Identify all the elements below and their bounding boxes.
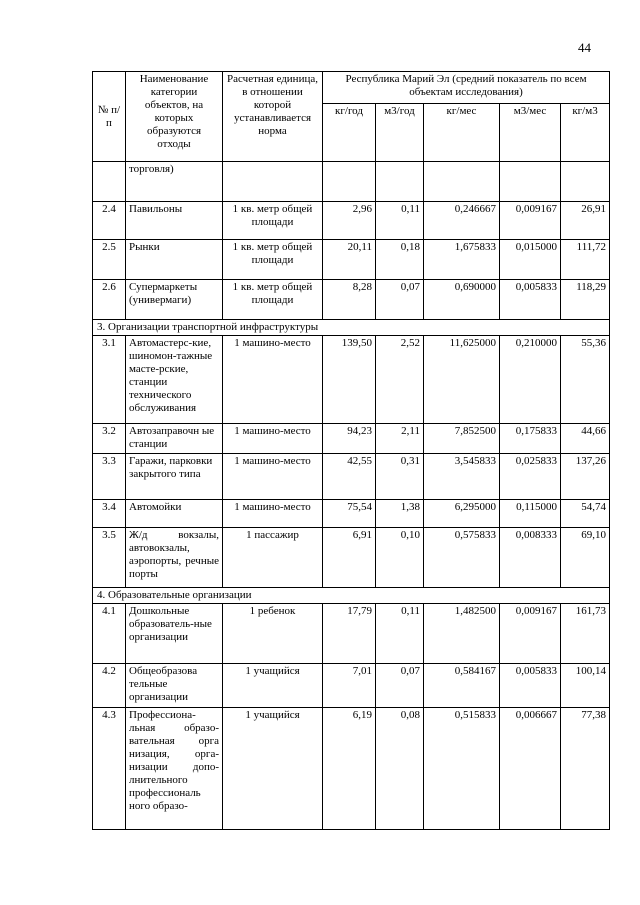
value-kg-month: 3,545833 xyxy=(424,454,500,500)
value-m3-year: 0,11 xyxy=(376,604,424,664)
value-m3-year: 0,31 xyxy=(376,454,424,500)
value-kg-m3: 111,72 xyxy=(561,240,610,280)
page-number: 44 xyxy=(578,40,591,55)
value-kg-m3: 26,91 xyxy=(561,202,610,240)
header-row-1 xyxy=(93,72,610,104)
value-m3-month: 0,005833 xyxy=(500,664,561,708)
value-kg-month: 0,584167 xyxy=(424,664,500,708)
header-unit: Расчетная единица, в отношении которой устанавливается норма xyxy=(223,72,323,162)
value-m3-month: 0,008333 xyxy=(500,528,561,588)
value-kg-year: 2,96 xyxy=(323,202,376,240)
row-name: Автозаправочн ые станции xyxy=(126,424,223,454)
value-m3-year: 0,18 xyxy=(376,240,424,280)
row-name: Супермаркеты (универмаги) xyxy=(126,280,223,320)
row-num: 2.5 xyxy=(93,240,126,280)
row-name: Рынки xyxy=(126,240,223,280)
table-row xyxy=(93,202,610,240)
table-row xyxy=(93,708,610,830)
table-row xyxy=(93,604,610,664)
section-title: 4. Образовательные организации xyxy=(93,588,610,604)
value-kg-year: 75,54 xyxy=(323,500,376,528)
value-kg-m3: 77,38 xyxy=(561,708,610,830)
value-m3-month: 0,005833 xyxy=(500,280,561,320)
row-unit: 1 учащийся xyxy=(223,664,323,708)
table-row xyxy=(93,424,610,454)
row-unit: 1 кв. метр общей площади xyxy=(223,240,323,280)
value-kg-month: 7,852500 xyxy=(424,424,500,454)
value-m3-year: 0,11 xyxy=(376,202,424,240)
table-row xyxy=(93,240,610,280)
value-m3-month: 0,210000 xyxy=(500,336,561,424)
row-num: 4.3 xyxy=(93,708,126,830)
value-m3-month: 0,015000 xyxy=(500,240,561,280)
value-m3-month: 0,115000 xyxy=(500,500,561,528)
table-row xyxy=(93,454,610,500)
value-kg-month: 0,575833 xyxy=(424,528,500,588)
table-row xyxy=(93,336,610,424)
row-name: Дошкольные образователь-ные организации xyxy=(126,604,223,664)
row-unit: 1 машино-место xyxy=(223,424,323,454)
value-kg-year: 17,79 xyxy=(323,604,376,664)
row-num: 3.1 xyxy=(93,336,126,424)
row-num: 3.5 xyxy=(93,528,126,588)
header-unit-kg-m3: кг/м3 xyxy=(561,104,610,162)
row-unit: 1 машино-место xyxy=(223,336,323,424)
row-unit: 1 кв. метр общей площади xyxy=(223,202,323,240)
value-kg-m3: 54,74 xyxy=(561,500,610,528)
value-kg-m3: 118,29 xyxy=(561,280,610,320)
value-kg-year: 6,19 xyxy=(323,708,376,830)
value-kg-month: 0,246667 xyxy=(424,202,500,240)
value-m3-month: 0,025833 xyxy=(500,454,561,500)
row-num: 2.4 xyxy=(93,202,126,240)
value-m3-year: 0,08 xyxy=(376,708,424,830)
row-name: Гаражи, парковки закрытого типа xyxy=(126,454,223,500)
row-unit: 1 машино-место xyxy=(223,500,323,528)
table-row xyxy=(93,280,610,320)
row-name: Общеобразова тельные организации xyxy=(126,664,223,708)
row-name: Автомойки xyxy=(126,500,223,528)
value-kg-month: 0,690000 xyxy=(424,280,500,320)
value-m3-year: 1,38 xyxy=(376,500,424,528)
table-row xyxy=(93,162,610,202)
section-row xyxy=(93,320,610,336)
table-row xyxy=(93,528,610,588)
header-unit-m3-month: м3/мес xyxy=(500,104,561,162)
value-kg-year: 6,91 xyxy=(323,528,376,588)
header-unit-kg-year: кг/год xyxy=(323,104,376,162)
header-unit-kg-month: кг/мес xyxy=(424,104,500,162)
value-m3-year: 0,10 xyxy=(376,528,424,588)
header-category: Наименование категории объектов, на которых образуются отходы xyxy=(126,72,223,162)
row-num: 2.6 xyxy=(93,280,126,320)
row-name: Ж/д вокзалы, автовокзалы, аэропорты, речные порты xyxy=(126,528,223,588)
row-name: Павильоны xyxy=(126,202,223,240)
row-num: 4.1 xyxy=(93,604,126,664)
value-m3-year: 0,07 xyxy=(376,664,424,708)
table-row xyxy=(93,664,610,708)
section-title: 3. Организации транспортной инфраструктуры xyxy=(93,320,610,336)
value-kg-year: 94,23 xyxy=(323,424,376,454)
value-kg-month: 6,295000 xyxy=(424,500,500,528)
row-name: торговля) xyxy=(126,162,223,202)
row-num: 4.2 xyxy=(93,664,126,708)
row-unit: 1 машино-место xyxy=(223,454,323,500)
value-kg-m3: 69,10 xyxy=(561,528,610,588)
row-name: Автомастерс-кие, шиномон-тажные масте-рские, станции технического обслуживания xyxy=(126,336,223,424)
value-kg-month: 11,625000 xyxy=(424,336,500,424)
value-kg-m3: 44,66 xyxy=(561,424,610,454)
header-unit-m3-year: м3/год xyxy=(376,104,424,162)
value-kg-year: 7,01 xyxy=(323,664,376,708)
value-kg-m3: 161,73 xyxy=(561,604,610,664)
value-m3-month: 0,009167 xyxy=(500,202,561,240)
header-num: № п/п xyxy=(93,72,126,162)
row-unit: 1 пассажир xyxy=(223,528,323,588)
waste-norms-table xyxy=(92,71,610,830)
value-m3-year: 2,52 xyxy=(376,336,424,424)
value-m3-month: 0,006667 xyxy=(500,708,561,830)
row-unit: 1 ребенок xyxy=(223,604,323,664)
row-num: 3.2 xyxy=(93,424,126,454)
value-m3-year: 2,11 xyxy=(376,424,424,454)
row-num: 3.4 xyxy=(93,500,126,528)
value-kg-m3: 137,26 xyxy=(561,454,610,500)
value-kg-m3: 55,36 xyxy=(561,336,610,424)
value-kg-month: 0,515833 xyxy=(424,708,500,830)
value-kg-year: 8,28 xyxy=(323,280,376,320)
value-kg-m3: 100,14 xyxy=(561,664,610,708)
row-unit: 1 учащийся xyxy=(223,708,323,830)
row-num: 3.3 xyxy=(93,454,126,500)
value-kg-month: 1,675833 xyxy=(424,240,500,280)
value-m3-month: 0,009167 xyxy=(500,604,561,664)
row-name: Профессиона-льная образо-вательная орга низация, орга-низации допо-лнительного профессиональ ного образо- xyxy=(126,708,223,830)
value-m3-month: 0,175833 xyxy=(500,424,561,454)
value-kg-month: 1,482500 xyxy=(424,604,500,664)
row-unit: 1 кв. метр общей площади xyxy=(223,280,323,320)
section-row xyxy=(93,588,610,604)
value-kg-year: 139,50 xyxy=(323,336,376,424)
table-row xyxy=(93,500,610,528)
header-region: Республика Марий Эл (средний показатель по всем объектам исследования) xyxy=(323,72,610,104)
value-m3-year: 0,07 xyxy=(376,280,424,320)
value-kg-year: 20,11 xyxy=(323,240,376,280)
value-kg-year: 42,55 xyxy=(323,454,376,500)
